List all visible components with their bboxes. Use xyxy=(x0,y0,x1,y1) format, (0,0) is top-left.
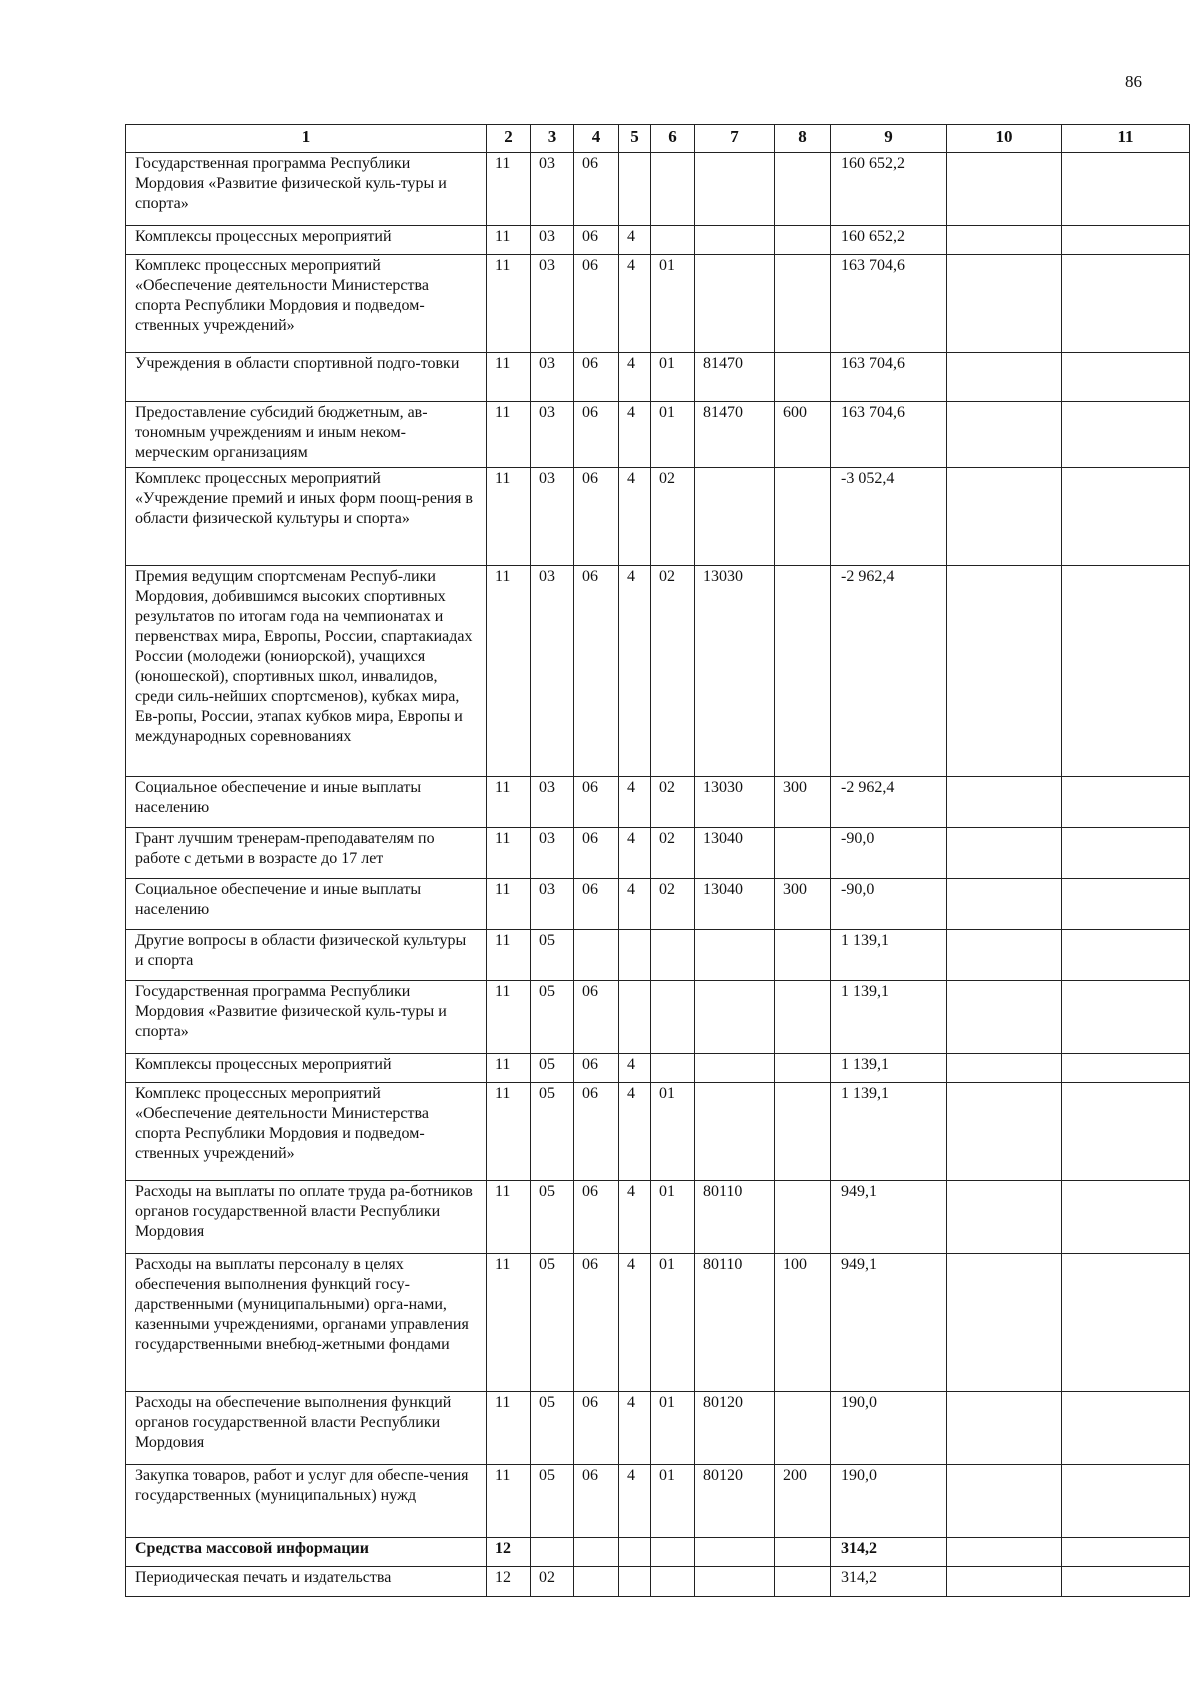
program-cell: 06 xyxy=(574,255,619,353)
column-header: 10 xyxy=(947,125,1062,153)
complex-cell xyxy=(651,226,695,255)
subprogram-cell: 4 xyxy=(619,255,651,353)
expense-type-cell xyxy=(775,353,831,402)
direction-cell: 80110 xyxy=(695,1254,775,1392)
col10-cell xyxy=(947,353,1062,402)
subsection-cell: 02 xyxy=(531,1567,574,1597)
direction-cell xyxy=(695,930,775,981)
table-row xyxy=(126,828,1190,879)
subsection-cell: 05 xyxy=(531,1392,574,1465)
col11-cell xyxy=(1062,402,1190,468)
col11-cell xyxy=(1062,1054,1190,1083)
subsection-cell: 03 xyxy=(531,402,574,468)
table-row xyxy=(126,468,1190,566)
col11-cell xyxy=(1062,1538,1190,1567)
section-cell: 11 xyxy=(487,981,531,1054)
table-row xyxy=(126,1054,1190,1083)
col11-cell xyxy=(1062,1181,1190,1254)
amount-cell: -90,0 xyxy=(831,828,947,879)
section-cell: 11 xyxy=(487,1054,531,1083)
table-row xyxy=(126,981,1190,1054)
expense-type-cell xyxy=(775,255,831,353)
amount-cell: 1 139,1 xyxy=(831,930,947,981)
subsection-cell: 05 xyxy=(531,930,574,981)
subprogram-cell: 4 xyxy=(619,353,651,402)
col10-cell xyxy=(947,879,1062,930)
col11-cell xyxy=(1062,930,1190,981)
subprogram-cell: 4 xyxy=(619,566,651,777)
direction-cell: 13030 xyxy=(695,566,775,777)
item-name-cell: Учреждения в области спортивной подго-товки xyxy=(126,353,487,402)
col11-cell xyxy=(1062,828,1190,879)
amount-cell: 1 139,1 xyxy=(831,1054,947,1083)
col11-cell xyxy=(1062,1254,1190,1392)
expense-type-cell: 600 xyxy=(775,402,831,468)
expense-type-cell xyxy=(775,1181,831,1254)
table-header-row xyxy=(126,125,1190,153)
subsection-cell: 03 xyxy=(531,153,574,226)
section-cell: 11 xyxy=(487,353,531,402)
program-cell xyxy=(574,1567,619,1597)
table-row xyxy=(126,1465,1190,1538)
direction-cell: 80110 xyxy=(695,1181,775,1254)
col11-cell xyxy=(1062,353,1190,402)
item-name-cell: Комплексы процессных мероприятий xyxy=(126,226,487,255)
expense-type-cell: 100 xyxy=(775,1254,831,1392)
direction-cell: 13040 xyxy=(695,879,775,930)
amount-cell: 190,0 xyxy=(831,1392,947,1465)
table-row xyxy=(126,777,1190,828)
item-name-cell: Расходы на обеспечение выполнения функций органов государственной власти Республики Мордовия xyxy=(126,1392,487,1465)
item-name-cell: Государственная программа Республики Мордовия «Развитие физической куль-туры и спорта» xyxy=(126,981,487,1054)
complex-cell: 02 xyxy=(651,468,695,566)
program-cell: 06 xyxy=(574,353,619,402)
subprogram-cell xyxy=(619,930,651,981)
expense-type-cell xyxy=(775,981,831,1054)
expense-type-cell xyxy=(775,1083,831,1181)
subsection-cell: 05 xyxy=(531,1254,574,1392)
col10-cell xyxy=(947,402,1062,468)
subsection-cell: 03 xyxy=(531,468,574,566)
item-name-cell: Комплексы процессных мероприятий xyxy=(126,1054,487,1083)
subprogram-cell xyxy=(619,981,651,1054)
program-cell xyxy=(574,1538,619,1567)
col10-cell xyxy=(947,1181,1062,1254)
complex-cell: 02 xyxy=(651,566,695,777)
program-cell: 06 xyxy=(574,879,619,930)
col10-cell xyxy=(947,1083,1062,1181)
subsection-cell: 03 xyxy=(531,777,574,828)
col11-cell xyxy=(1062,255,1190,353)
complex-cell: 02 xyxy=(651,879,695,930)
subprogram-cell: 4 xyxy=(619,1083,651,1181)
expense-type-cell: 200 xyxy=(775,1465,831,1538)
column-header: 2 xyxy=(487,125,531,153)
column-header: 9 xyxy=(831,125,947,153)
col11-cell xyxy=(1062,879,1190,930)
subprogram-cell: 4 xyxy=(619,1465,651,1538)
item-name-cell: Предоставление субсидий бюджетным, ав-тономным учреждениям и иным неком-мерческим организациям xyxy=(126,402,487,468)
program-cell: 06 xyxy=(574,828,619,879)
section-cell: 11 xyxy=(487,1181,531,1254)
complex-cell: 01 xyxy=(651,1181,695,1254)
item-name-cell: Закупка товаров, работ и услуг для обеспе-чения государственных (муниципальных) нужд xyxy=(126,1465,487,1538)
expense-type-cell: 300 xyxy=(775,879,831,930)
table-row xyxy=(126,1392,1190,1465)
program-cell: 06 xyxy=(574,1083,619,1181)
col10-cell xyxy=(947,1567,1062,1597)
program-cell: 06 xyxy=(574,402,619,468)
col11-cell xyxy=(1062,981,1190,1054)
item-name-cell: Государственная программа Республики Мордовия «Развитие физической куль-туры и спорта» xyxy=(126,153,487,226)
amount-cell: 949,1 xyxy=(831,1254,947,1392)
subsection-cell: 05 xyxy=(531,1054,574,1083)
item-name-cell: Средства массовой информации xyxy=(126,1538,487,1567)
expense-type-cell xyxy=(775,226,831,255)
complex-cell: 01 xyxy=(651,1083,695,1181)
subsection-cell: 03 xyxy=(531,226,574,255)
subsection-cell: 03 xyxy=(531,255,574,353)
section-cell: 11 xyxy=(487,255,531,353)
col10-cell xyxy=(947,468,1062,566)
direction-cell: 81470 xyxy=(695,402,775,468)
item-name-cell: Комплекс процессных мероприятий «Учреждение премий и иных форм поощ-рения в области физической культуры и спорта» xyxy=(126,468,487,566)
amount-cell: 160 652,2 xyxy=(831,226,947,255)
section-cell: 11 xyxy=(487,828,531,879)
program-cell: 06 xyxy=(574,153,619,226)
table-row xyxy=(126,1567,1190,1597)
section-cell: 11 xyxy=(487,402,531,468)
column-header: 8 xyxy=(775,125,831,153)
col10-cell xyxy=(947,777,1062,828)
expense-type-cell xyxy=(775,1538,831,1567)
item-name-cell: Расходы на выплаты по оплате труда ра-ботников органов государственной власти Республики Мордовия xyxy=(126,1181,487,1254)
subsection-cell: 05 xyxy=(531,1465,574,1538)
subsection-cell: 03 xyxy=(531,566,574,777)
subprogram-cell: 4 xyxy=(619,468,651,566)
amount-cell: 1 139,1 xyxy=(831,981,947,1054)
col11-cell xyxy=(1062,777,1190,828)
item-name-cell: Премия ведущим спортсменам Респуб-лики Мордовия, добившимся высоких спортивных результатов по итогам года на чемпионатах и первенствах мира, Европы, России, спартакиадах России (молодежи (юниорской), учащихся (юношеской), спортивных школ, инвалидов, среди силь-нейших спортсменов), кубках мира, Ев-ропы, России, этапах кубков мира, Европы и международных соревнованиях xyxy=(126,566,487,777)
subprogram-cell: 4 xyxy=(619,1392,651,1465)
complex-cell xyxy=(651,981,695,1054)
direction-cell: 13030 xyxy=(695,777,775,828)
direction-cell xyxy=(695,1538,775,1567)
amount-cell: 163 704,6 xyxy=(831,402,947,468)
subsection-cell: 05 xyxy=(531,981,574,1054)
col10-cell xyxy=(947,1392,1062,1465)
amount-cell: 314,2 xyxy=(831,1567,947,1597)
expense-type-cell xyxy=(775,1054,831,1083)
complex-cell: 01 xyxy=(651,1254,695,1392)
col10-cell xyxy=(947,1254,1062,1392)
direction-cell xyxy=(695,255,775,353)
expense-type-cell xyxy=(775,468,831,566)
direction-cell: 81470 xyxy=(695,353,775,402)
program-cell: 06 xyxy=(574,1054,619,1083)
subprogram-cell: 4 xyxy=(619,828,651,879)
subprogram-cell: 4 xyxy=(619,226,651,255)
amount-cell: 949,1 xyxy=(831,1181,947,1254)
subprogram-cell xyxy=(619,1538,651,1567)
direction-cell xyxy=(695,468,775,566)
subprogram-cell xyxy=(619,153,651,226)
subsection-cell: 03 xyxy=(531,353,574,402)
column-header: 3 xyxy=(531,125,574,153)
table-row xyxy=(126,1083,1190,1181)
col11-cell xyxy=(1062,226,1190,255)
program-cell: 06 xyxy=(574,1254,619,1392)
expense-type-cell xyxy=(775,566,831,777)
program-cell: 06 xyxy=(574,1181,619,1254)
section-cell: 11 xyxy=(487,1465,531,1538)
direction-cell: 80120 xyxy=(695,1392,775,1465)
col10-cell xyxy=(947,930,1062,981)
complex-cell: 02 xyxy=(651,828,695,879)
item-name-cell: Другие вопросы в области физической культуры и спорта xyxy=(126,930,487,981)
subprogram-cell: 4 xyxy=(619,1054,651,1083)
amount-cell: -3 052,4 xyxy=(831,468,947,566)
complex-cell: 01 xyxy=(651,402,695,468)
col11-cell xyxy=(1062,1567,1190,1597)
complex-cell xyxy=(651,1054,695,1083)
program-cell: 06 xyxy=(574,226,619,255)
direction-cell xyxy=(695,1083,775,1181)
col10-cell xyxy=(947,226,1062,255)
expense-type-cell xyxy=(775,1567,831,1597)
table-row xyxy=(126,353,1190,402)
amount-cell: 163 704,6 xyxy=(831,353,947,402)
amount-cell: 190,0 xyxy=(831,1465,947,1538)
column-header: 1 xyxy=(126,125,487,153)
subprogram-cell: 4 xyxy=(619,1254,651,1392)
col10-cell xyxy=(947,153,1062,226)
program-cell: 06 xyxy=(574,468,619,566)
table-row xyxy=(126,566,1190,777)
budget-table xyxy=(125,124,1190,1597)
item-name-cell: Комплекс процессных мероприятий «Обеспечение деятельности Министерства спорта Республики Мордовия и подведом-ственных учреждений» xyxy=(126,1083,487,1181)
table-row xyxy=(126,226,1190,255)
expense-type-cell xyxy=(775,1392,831,1465)
complex-cell xyxy=(651,930,695,981)
expense-type-cell xyxy=(775,153,831,226)
complex-cell xyxy=(651,1567,695,1597)
complex-cell xyxy=(651,1538,695,1567)
col11-cell xyxy=(1062,1465,1190,1538)
program-cell: 06 xyxy=(574,777,619,828)
col10-cell xyxy=(947,828,1062,879)
subsection-cell: 03 xyxy=(531,828,574,879)
item-name-cell: Периодическая печать и издательства xyxy=(126,1567,487,1597)
amount-cell: -2 962,4 xyxy=(831,777,947,828)
table-row xyxy=(126,402,1190,468)
subsection-cell: 03 xyxy=(531,879,574,930)
col10-cell xyxy=(947,1465,1062,1538)
program-cell: 06 xyxy=(574,1392,619,1465)
amount-cell: -2 962,4 xyxy=(831,566,947,777)
item-name-cell: Социальное обеспечение и иные выплаты населению xyxy=(126,777,487,828)
direction-cell xyxy=(695,981,775,1054)
table-row xyxy=(126,255,1190,353)
col11-cell xyxy=(1062,1083,1190,1181)
subprogram-cell: 4 xyxy=(619,402,651,468)
table-row xyxy=(126,1181,1190,1254)
subsection-cell: 05 xyxy=(531,1083,574,1181)
amount-cell: 314,2 xyxy=(831,1538,947,1567)
column-header: 5 xyxy=(619,125,651,153)
item-name-cell: Расходы на выплаты персоналу в целях обеспечения выполнения функций госу-дарственными (муниципальными) орга-нами, казенными учреждениями, органами управления государственными внебюд-жетными фондами xyxy=(126,1254,487,1392)
item-name-cell: Социальное обеспечение и иные выплаты населению xyxy=(126,879,487,930)
col11-cell xyxy=(1062,153,1190,226)
section-cell: 11 xyxy=(487,153,531,226)
col10-cell xyxy=(947,981,1062,1054)
col10-cell xyxy=(947,1538,1062,1567)
col10-cell xyxy=(947,255,1062,353)
amount-cell: 1 139,1 xyxy=(831,1083,947,1181)
col10-cell xyxy=(947,566,1062,777)
table-row xyxy=(126,153,1190,226)
page-number: 86 xyxy=(1125,72,1142,91)
section-cell: 11 xyxy=(487,226,531,255)
expense-type-cell xyxy=(775,930,831,981)
section-cell: 11 xyxy=(487,1083,531,1181)
table-row xyxy=(126,930,1190,981)
column-header: 7 xyxy=(695,125,775,153)
amount-cell: 160 652,2 xyxy=(831,153,947,226)
table-body xyxy=(126,153,1190,1597)
subprogram-cell: 4 xyxy=(619,879,651,930)
col11-cell xyxy=(1062,468,1190,566)
section-cell: 12 xyxy=(487,1567,531,1597)
subsection-cell: 05 xyxy=(531,1181,574,1254)
column-header: 6 xyxy=(651,125,695,153)
direction-cell xyxy=(695,153,775,226)
section-cell: 11 xyxy=(487,930,531,981)
complex-cell: 01 xyxy=(651,255,695,353)
program-cell: 06 xyxy=(574,566,619,777)
expense-type-cell xyxy=(775,828,831,879)
subprogram-cell: 4 xyxy=(619,777,651,828)
table-row xyxy=(126,879,1190,930)
amount-cell: -90,0 xyxy=(831,879,947,930)
subsection-cell xyxy=(531,1538,574,1567)
complex-cell: 01 xyxy=(651,1465,695,1538)
program-cell xyxy=(574,930,619,981)
subprogram-cell xyxy=(619,1567,651,1597)
direction-cell xyxy=(695,1054,775,1083)
expense-type-cell: 300 xyxy=(775,777,831,828)
program-cell: 06 xyxy=(574,1465,619,1538)
column-header: 11 xyxy=(1062,125,1190,153)
amount-cell: 163 704,6 xyxy=(831,255,947,353)
subprogram-cell: 4 xyxy=(619,1181,651,1254)
complex-cell xyxy=(651,153,695,226)
col10-cell xyxy=(947,1054,1062,1083)
col11-cell xyxy=(1062,566,1190,777)
section-cell: 11 xyxy=(487,1254,531,1392)
direction-cell xyxy=(695,226,775,255)
column-header: 4 xyxy=(574,125,619,153)
section-cell: 11 xyxy=(487,566,531,777)
section-cell: 11 xyxy=(487,468,531,566)
section-cell: 12 xyxy=(487,1538,531,1567)
item-name-cell: Комплекс процессных мероприятий «Обеспечение деятельности Министерства спорта Республики Мордовия и подведом-ственных учреждений» xyxy=(126,255,487,353)
direction-cell: 80120 xyxy=(695,1465,775,1538)
table-row xyxy=(126,1538,1190,1567)
program-cell: 06 xyxy=(574,981,619,1054)
direction-cell: 13040 xyxy=(695,828,775,879)
item-name-cell: Грант лучшим тренерам-преподавателям по работе с детьми в возрасте до 17 лет xyxy=(126,828,487,879)
section-cell: 11 xyxy=(487,777,531,828)
complex-cell: 01 xyxy=(651,353,695,402)
complex-cell: 02 xyxy=(651,777,695,828)
table-row xyxy=(126,1254,1190,1392)
section-cell: 11 xyxy=(487,1392,531,1465)
section-cell: 11 xyxy=(487,879,531,930)
direction-cell xyxy=(695,1567,775,1597)
complex-cell: 01 xyxy=(651,1392,695,1465)
col11-cell xyxy=(1062,1392,1190,1465)
